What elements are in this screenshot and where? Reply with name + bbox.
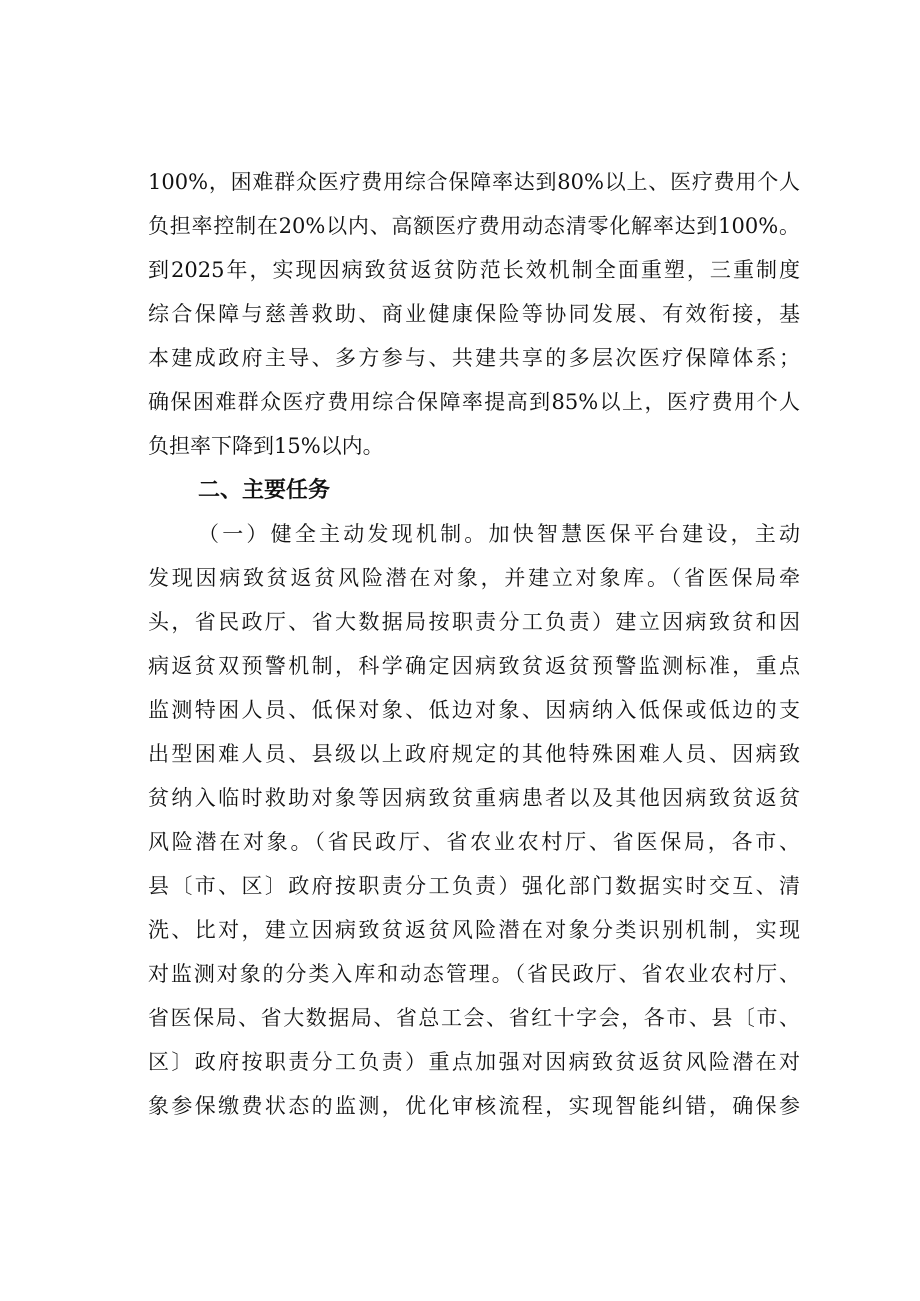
text-line: （一）健全主动发现机制。加快智慧医保平台建设，主动: [198, 522, 800, 546]
text-line: 病返贫双预警机制，科学确定因病致贫返贫预警监测标准，重点: [148, 654, 800, 678]
text-line: 风险潜在对象。（省民政厅、省农业农村厅、省医保局，各市、: [148, 830, 800, 854]
text-line: 监测特困人员、低保对象、低边对象、因病纳入低保或低边的支: [148, 698, 800, 722]
text-line: 出型困难人员、县级以上政府规定的其他特殊困难人员、因病致: [148, 742, 800, 766]
text-line: 确保困难群众医疗费用综合保障率提高到85%以上，医疗费用个人: [148, 390, 800, 414]
text-line: 象参保缴费状态的监测，优化审核流程，实现智能纠错，确保参: [148, 1094, 800, 1118]
text-line: 发现因病致贫返贫风险潜在对象，并建立对象库。（省医保局牵: [148, 566, 800, 590]
text-line: 本建成政府主导、多方参与、共建共享的多层次医疗保障体系；: [148, 346, 800, 370]
text-line: 县〔市、区〕政府按职责分工负责）强化部门数据实时交互、清: [148, 874, 800, 898]
text-line: 100%，困难群众医疗费用综合保障率达到80%以上、医疗费用个人: [148, 170, 800, 194]
text-line: 贫纳入临时救助对象等因病致贫重病患者以及其他因病致贫返贫: [148, 786, 800, 810]
text-line: 负担率控制在20%以内、高额医疗费用动态清零化解率达到100%。: [148, 214, 800, 238]
text-line: 省医保局、省大数据局、省总工会、省红十字会，各市、县〔市、: [148, 1006, 800, 1030]
text-line: 头，省民政厅、省大数据局按职责分工负责）建立因病致贫和因: [148, 610, 800, 634]
text-line: 对监测对象的分类入库和动态管理。（省民政厅、省农业农村厅、: [148, 962, 800, 986]
text-line: 到2025年，实现因病致贫返贫防范长效机制全面重塑，三重制度: [148, 258, 800, 282]
text-line: 负担率下降到15%以内。: [148, 434, 384, 458]
section-heading: 二、主要任务: [198, 478, 331, 503]
text-line: 综合保障与慈善救助、商业健康保险等协同发展、有效衔接，基: [148, 302, 800, 326]
text-line: 洗、比对，建立因病致贫返贫风险潜在对象分类识别机制，实现: [148, 918, 800, 942]
text-line: 区〕政府按职责分工负责）重点加强对因病致贫返贫风险潜在对: [148, 1050, 800, 1074]
